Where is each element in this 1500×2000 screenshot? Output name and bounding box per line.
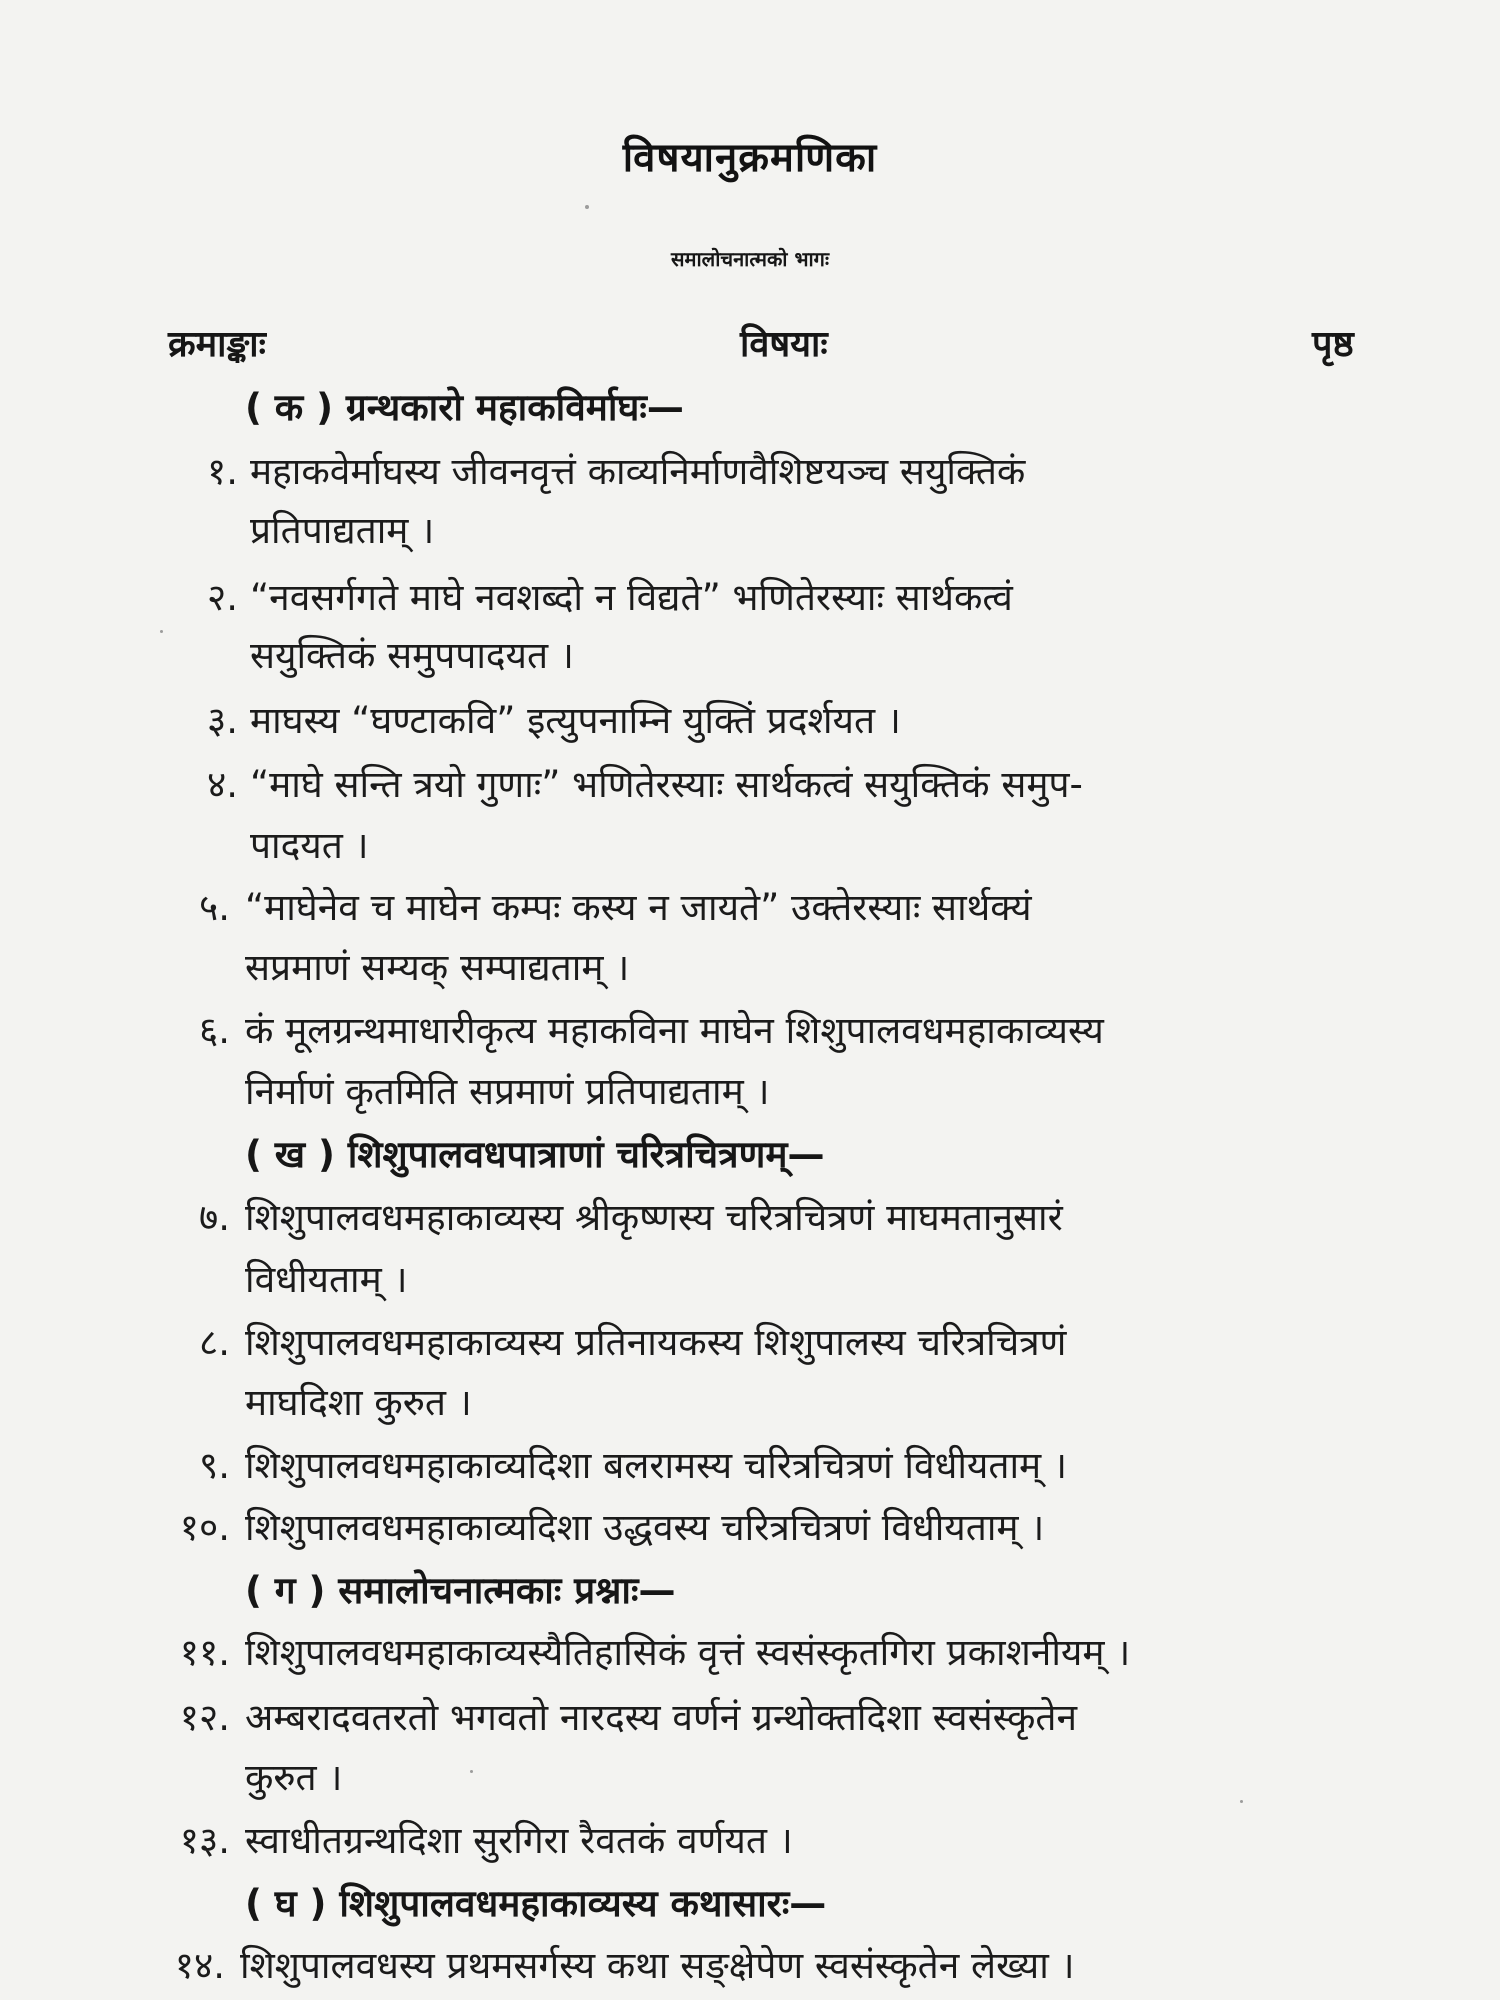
item-number: १३. xyxy=(179,1819,230,1862)
item-text-line1: महाकवेर्माघस्य जीवनवृत्तं काव्यनिर्माणवैशिष्टयञ्च सयुक्तिकं xyxy=(250,450,1026,493)
item-number: १४. xyxy=(174,1944,225,1987)
item-text-line2: निर्माणं कृतमिति सप्रमाणं प्रतिपाद्यताम् । xyxy=(245,1070,770,1113)
column-header-page: पृष्ठ xyxy=(1312,324,1354,365)
item-text-line1: कं मूलग्रन्थमाधारीकृत्य महाकविना माघेन शिशुपालवधमहाकाव्यस्य xyxy=(245,1009,1104,1052)
item-text-line1: शिशुपालवधमहाकाव्यदिशा उद्धवस्य चरित्रचित्रणं विधीयताम् । xyxy=(245,1506,1045,1549)
item-text-line1: शिशुपालवधस्य प्रथमसर्गस्य कथा सङ्क्षेपेण स्वसंस्कृतेन लेख्या । xyxy=(240,1944,1075,1987)
item-text-line1: “माघे सन्ति त्रयो गुणाः” भणितेरस्याः सार्थकत्वं सयुक्तिकं समुप- xyxy=(250,763,1083,806)
section-heading-gha: ( घ ) शिशुपालवधमहाकाव्यस्य कथासारः— xyxy=(245,1882,827,1925)
item-number: १२. xyxy=(179,1696,230,1739)
section-heading-kha: ( ख ) शिशुपालवधपात्राणां चरित्रचित्रणम्— xyxy=(245,1133,825,1176)
section-heading-ga: ( ग ) समालोचनात्मकाः प्रश्नाः— xyxy=(245,1569,676,1612)
item-text-line1: शिशुपालवधमहाकाव्यस्य प्रतिनायकस्य शिशुपालस्य चरित्रचित्रणं xyxy=(245,1321,1067,1364)
item-text-line2: प्रतिपाद्यताम् । xyxy=(250,509,435,552)
paper-speck xyxy=(470,1770,473,1773)
item-number: १०. xyxy=(179,1506,230,1549)
item-text-line1: स्वाधीतग्रन्थदिशा सुरगिरा रैवतकं वर्णयत । xyxy=(245,1819,793,1862)
page-subtitle: समालोचनात्मको भागः xyxy=(670,247,829,271)
item-number: ९. xyxy=(198,1444,230,1487)
item-text-line2: सप्रमाणं सम्यक् सम्पाद्यताम् । xyxy=(245,946,630,989)
item-text-line1: शिशुपालवधमहाकाव्यस्य श्रीकृष्णस्य चरित्रचित्रणं माघमतानुसारं xyxy=(245,1196,1063,1239)
item-number: १. xyxy=(206,450,238,493)
section-heading-ka: ( क ) ग्रन्थकारो महाकविर्माघः— xyxy=(245,386,684,429)
item-text-line2: माघदिशा कुरुत । xyxy=(245,1381,472,1424)
item-number: ११. xyxy=(179,1631,230,1674)
item-text-line1: अम्बरादवतरतो भगवतो नारदस्य वर्णनं ग्रन्थोक्तदिशा स्वसंस्कृतेन xyxy=(245,1696,1078,1739)
item-text-line1: शिशुपालवधमहाकाव्यस्यैतिहासिकं वृत्तं स्वसंस्कृतगिरा प्रकाशनीयम् । xyxy=(245,1631,1131,1674)
item-text-line1: शिशुपालवधमहाकाव्यदिशा बलरामस्य चरित्रचित्रणं विधीयताम् । xyxy=(245,1444,1067,1487)
item-text-line2: सयुक्तिकं समुपपादयत । xyxy=(250,634,574,677)
column-header-subject: विषयाः xyxy=(740,324,828,365)
item-number: ४. xyxy=(206,763,238,806)
item-number: ५. xyxy=(198,886,230,929)
item-number: ७. xyxy=(198,1196,230,1239)
column-header-serial: क्रमाङ्काः xyxy=(168,324,266,365)
item-number: ३. xyxy=(206,699,238,742)
paper-speck xyxy=(160,630,163,633)
item-text-line1: “माघेनेव च माघेन कम्पः कस्य न जायते” उक्तेरस्याः सार्थक्यं xyxy=(245,886,1032,929)
item-text-line2: कुरुत । xyxy=(245,1756,343,1799)
item-text-line2: विधीयताम् । xyxy=(245,1258,408,1301)
item-number: ८. xyxy=(198,1321,230,1364)
item-text-line1: माघस्य “घण्टाकवि” इत्युपनाम्नि युक्तिं प्रदर्शयत । xyxy=(250,699,901,742)
item-number: २. xyxy=(206,576,238,619)
paper-speck xyxy=(1240,1800,1243,1803)
page-title: विषयानुक्रमणिका xyxy=(622,135,878,181)
item-text-line1: “नवसर्गगते माघे नवशब्दो न विद्यते” भणितेरस्याः सार्थकत्वं xyxy=(250,576,1013,619)
paper-speck xyxy=(585,205,589,209)
item-text-line2: पादयत । xyxy=(250,824,369,867)
item-number: ६. xyxy=(198,1009,230,1052)
